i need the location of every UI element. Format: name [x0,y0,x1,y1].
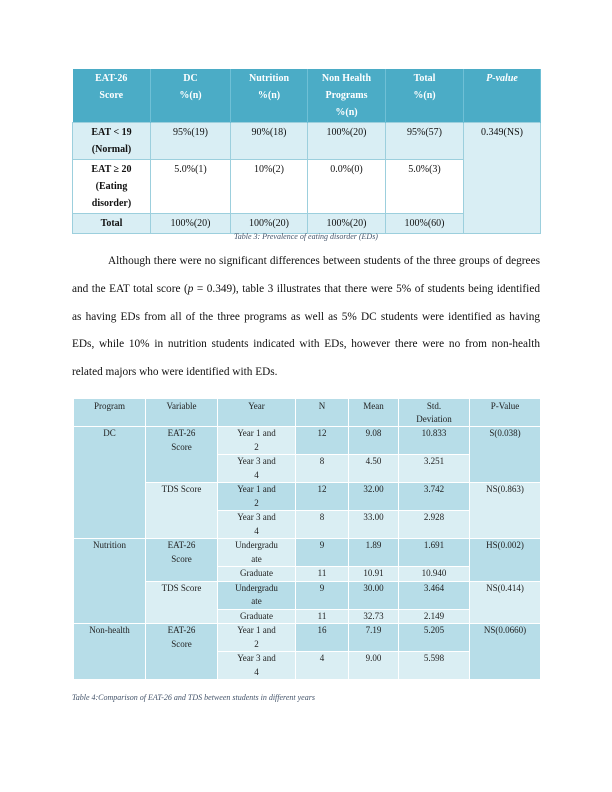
header-std: Std. Deviation [399,399,470,427]
year-cell: Year 3 and 4 [218,652,296,680]
header-variable: Variable [146,399,218,427]
cell-dc: 95%(19) [151,123,231,160]
sd-cell: 10.833 [399,427,470,455]
row-label: EAT < 19 (Normal) [73,123,151,160]
mean-cell: 9.08 [349,427,399,455]
p-value-cell: NS(0.0660) [470,624,541,680]
header-program: Program [74,399,146,427]
cell-dc: 5.0%(1) [151,160,231,214]
header-n: N [296,399,349,427]
mean-cell: 1.89 [349,539,399,567]
sd-cell: 2.928 [399,511,470,539]
n-cell: 16 [296,624,349,652]
cell-dc: 100%(20) [151,214,231,234]
header-dc: DC %(n) [151,69,231,123]
variable-cell: EAT-26 Score [146,624,218,680]
table4-caption: Table 4:Comparison of EAT-26 and TDS between students in different years [72,693,315,702]
cell-total: 95%(57) [386,123,464,160]
program-cell: DC [74,427,146,539]
prevalence-table [72,69,541,234]
table3-caption: Table 3: Prevalence of eating disorder (EDs) [234,232,378,241]
n-cell: 9 [296,581,349,609]
table-row [73,123,541,160]
variable-cell: TDS Score [146,581,218,624]
cell-nutrition: 90%(18) [231,123,308,160]
mean-cell: 9.00 [349,652,399,680]
mean-cell: 30.00 [349,581,399,609]
sd-cell: 3.742 [399,483,470,511]
program-cell: Nutrition [74,539,146,624]
header-nutrition: Nutrition %(n) [231,69,308,123]
sd-cell: 5.598 [399,652,470,680]
mean-cell: 10.91 [349,567,399,582]
p-value-cell: HS(0.002) [470,539,541,582]
header-year: Year [218,399,296,427]
n-cell: 12 [296,427,349,455]
sd-cell: 3.464 [399,581,470,609]
row-label: Total [73,214,151,234]
mean-cell: 33.00 [349,511,399,539]
year-cell: Year 3 and 4 [218,455,296,483]
p-value-cell: S(0.038) [470,427,541,483]
table-header-row [74,399,541,427]
p-value-cell: NS(0.863) [470,483,541,539]
sd-cell: 5.205 [399,624,470,652]
n-cell: 4 [296,652,349,680]
year-cell: Graduate [218,609,296,624]
cell-p-value: 0.349(NS) [464,123,541,234]
body-paragraph: Although there were no significant differences between students of the three groups of degrees and the EAT total score (p = 0.349), table 3 illustrates that there were 5% of students being identified as having EDs from all of the three programs as well as 5% DC students were identified as having EDs, while 10% in nutrition students indicated with EDs, however there were no from non-health related majors who were identified with EDs. [72,255,540,379]
cell-total: 100%(60) [386,214,464,234]
cell-non-health: 100%(20) [308,214,386,234]
comparison-table [73,398,541,680]
mean-cell: 7.19 [349,624,399,652]
table-header-row [73,69,541,123]
year-cell: Year 1 and 2 [218,483,296,511]
header-p-value: P-Value [470,399,541,427]
n-cell: 12 [296,483,349,511]
header-mean: Mean [349,399,399,427]
year-cell: Year 1 and 2 [218,427,296,455]
table-row [74,539,541,567]
n-cell: 11 [296,567,349,582]
header-total: Total %(n) [386,69,464,123]
mean-cell: 4.50 [349,455,399,483]
table-row [74,624,541,652]
n-cell: 8 [296,455,349,483]
year-cell: Undergradu ate [218,581,296,609]
year-cell: Graduate [218,567,296,582]
cell-non-health: 100%(20) [308,123,386,160]
cell-nutrition: 10%(2) [231,160,308,214]
n-cell: 8 [296,511,349,539]
mean-cell: 32.73 [349,609,399,624]
row-label: EAT ≥ 20 (Eating disorder) [73,160,151,214]
cell-non-health: 0.0%(0) [308,160,386,214]
year-cell: Year 1 and 2 [218,624,296,652]
variable-cell: EAT-26 Score [146,427,218,483]
n-cell: 11 [296,609,349,624]
header-non-health: Non Health Programs %(n) [308,69,386,123]
variable-cell: EAT-26 Score [146,539,218,582]
n-cell: 9 [296,539,349,567]
sd-cell: 2.149 [399,609,470,624]
mean-cell: 32.00 [349,483,399,511]
header-eat-score: EAT-26 Score [73,69,151,123]
sd-cell: 3.251 [399,455,470,483]
year-cell: Year 3 and 4 [218,511,296,539]
cell-total: 5.0%(3) [386,160,464,214]
cell-nutrition: 100%(20) [231,214,308,234]
header-p-value: P-value [464,69,541,123]
p-value-cell: NS(0.414) [470,581,541,624]
year-cell: Undergradu ate [218,539,296,567]
variable-cell: TDS Score [146,483,218,539]
sd-cell: 10.940 [399,567,470,582]
program-cell: Non-health [74,624,146,680]
table-row [74,427,541,455]
sd-cell: 1.691 [399,539,470,567]
